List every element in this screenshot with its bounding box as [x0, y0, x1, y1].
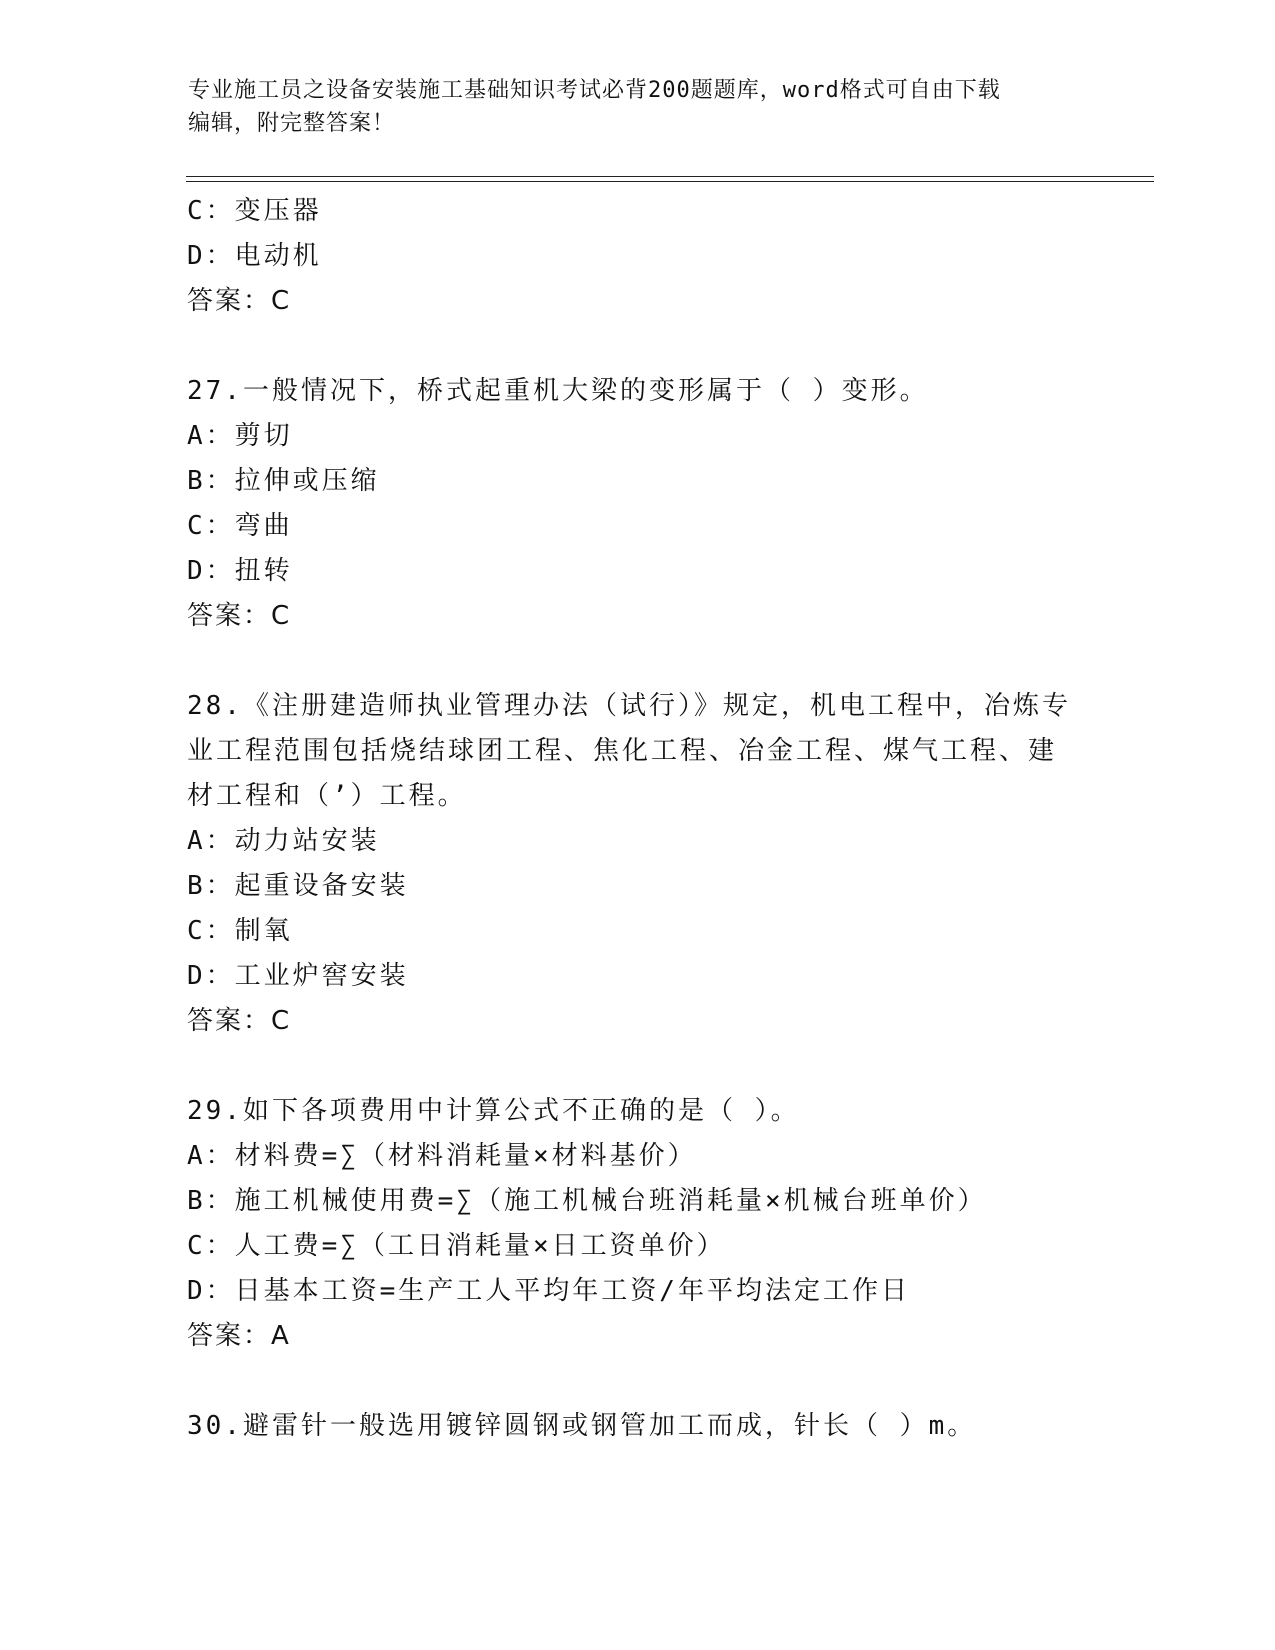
q27-option-b: B：拉伸或压缩: [187, 466, 380, 496]
q27-option-c: C：弯曲: [187, 511, 293, 541]
q26-answer: 答案：C: [187, 286, 292, 316]
q29-answer: 答案：A: [187, 1321, 291, 1351]
q28-option-d: D：工业炉窖安装: [187, 961, 409, 991]
question-spacer: [187, 324, 1127, 369]
header-divider-top: [186, 176, 1154, 177]
q29-option-d: D：日基本工资=生产工人平均年工资/年平均法定工作日: [187, 1276, 910, 1306]
q30-stem: 30.避雷针一般选用镀锌圆钢或钢管加工而成，针长（ ）m。: [187, 1411, 977, 1441]
q27-option-a: A：剪切: [187, 421, 293, 451]
q29-stem: 29.如下各项费用中计算公式不正确的是（ ）。: [187, 1096, 800, 1126]
q28-stem-line-2: 业工程范围包括烧结球团工程、焦化工程、冶金工程、煤气工程、建: [187, 736, 1058, 766]
q28-option-b: B：起重设备安装: [187, 871, 409, 901]
header-title-line-1: 专业施工员之设备安装施工基础知识考试必背200题题库，word格式可自由下载: [188, 78, 1001, 103]
q27-answer: 答案：C: [187, 601, 292, 631]
q26-option-c: C：变压器: [187, 196, 322, 226]
question-30: [187, 1404, 1127, 1449]
q28-option-a: A：动力站安装: [187, 826, 380, 856]
q27-option-d: D：扭转: [187, 556, 293, 586]
q29-option-a: A：材料费=∑（材料消耗量×材料基价）: [187, 1141, 697, 1171]
q29-option-b: B：施工机械使用费=∑（施工机械台班消耗量×机械台班单价）: [187, 1186, 987, 1216]
q28-answer: 答案：C: [187, 1006, 292, 1036]
question-28: [187, 684, 1127, 1044]
question-26-tail: [187, 189, 1127, 324]
question-list: [187, 189, 1127, 1449]
question-spacer: [187, 639, 1127, 684]
q26-option-d: D：电动机: [187, 241, 322, 271]
q29-option-c: C：人工费=∑（工日消耗量×日工资单价）: [187, 1231, 726, 1261]
header-divider-bottom: [186, 181, 1154, 182]
question-27: [187, 369, 1127, 639]
question-spacer: [187, 1359, 1127, 1404]
q28-option-c: C：制氧: [187, 916, 293, 946]
document-header: [188, 74, 1088, 140]
question-spacer: [187, 1044, 1127, 1089]
question-29: [187, 1089, 1127, 1359]
q28-stem-line-3: 材工程和（’）工程。: [187, 781, 467, 811]
q27-stem: 27.一般情况下，桥式起重机大梁的变形属于（ ）变形。: [187, 376, 929, 406]
header-title-line-2: 编辑，附完整答案！: [188, 111, 396, 136]
q28-stem-line-1: 28.《注册建造师执业管理办法（试行）》规定，机电工程中，冶炼专: [187, 691, 1071, 721]
